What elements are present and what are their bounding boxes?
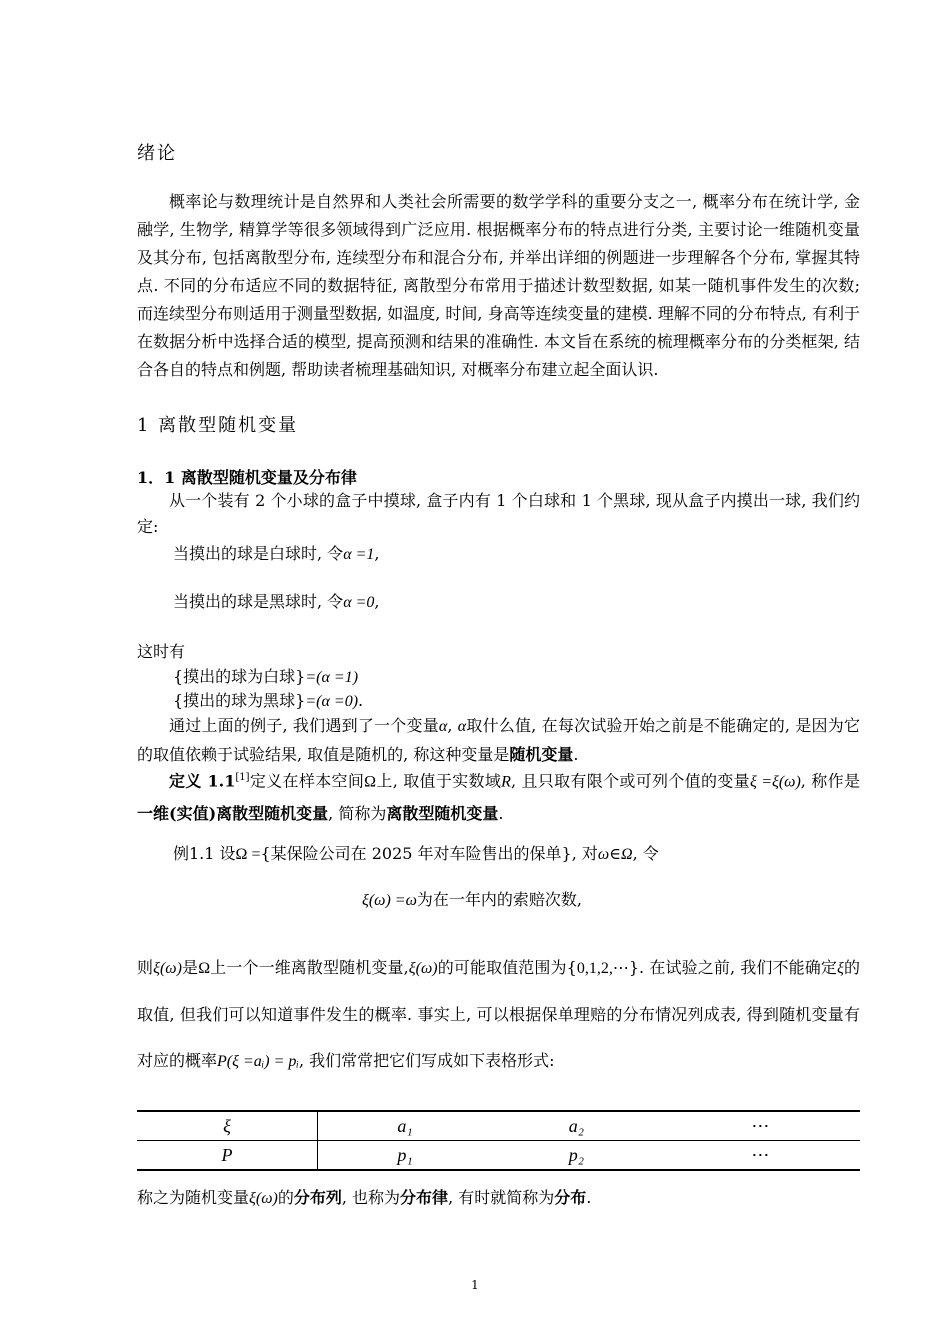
example-1-1: 例1.1 设Ω ={某保险公司在 2025 年对车险售出的保单}, 对ω∈Ω, 令 — [173, 844, 659, 863]
intro-paragraph: 概率论与数理统计是自然界和人类社会所需要的数学学科的重要分支之一, 概率分布在统计学, 金融学, 生物学, 精算学等很多领域得到广泛应用. 根据概率分布的特点进行分类, 主要讨论一维随机变量及其分布, 包括离散型分布, 连续型分布和混合分布, 并举出详细的例题进一步理解各个分布, 掌握其特点. 不同的分布适应不同的数据特征, 离散型分布常用于描述计数型数据, 如某一随机事件发生的次数; 而连续型分布则适用于测量型数据, 如温度, 时间, 身高等连续变量的建模. 理解不同的分布特点, 有利于在数据分析中选择合适的模型, 提高预测和结果的准确性. 本文旨在系统的梳理概率分布的分类框架, 结合各自的特点和例题, 帮助读者梳理基础知识, 对概率分布建立起全面认识. — [137, 192, 860, 379]
white-ball-case: 当摸出的球是白球时, 令α =1, — [173, 544, 380, 563]
table-cell: a₁ — [318, 1111, 492, 1141]
table-cell: ξ — [137, 1111, 318, 1141]
section-title: 1 离散型随机变量 — [137, 415, 299, 436]
claims-equation: ξ(ω) =ω为在一年内的索赔次数, — [362, 890, 583, 909]
reference-marker: [1] — [235, 772, 250, 783]
then-text: 这时有 — [137, 642, 186, 661]
event-white: {摸出的球为白球}=(α =1) — [173, 667, 359, 686]
probability-math: P(ξ =aᵢ) = pᵢ — [217, 1053, 299, 1070]
term-distribution-list: 分布列 — [293, 1188, 342, 1207]
table-cell: ⋯ — [661, 1111, 860, 1141]
table-cell: ⋯ — [661, 1141, 860, 1171]
table-row — [137, 1141, 860, 1171]
event-white-math: =(α =1) — [305, 669, 359, 686]
term-random-variable: 随机变量 — [509, 745, 574, 764]
term-distribution-law: 分布律 — [400, 1188, 449, 1207]
page-number: 1 — [471, 1278, 479, 1292]
subsection-title: 1．1 离散型随机变量及分布律 — [137, 468, 357, 487]
distribution-table — [137, 1110, 860, 1171]
term-discrete-rv: 离散型随机变量 — [386, 804, 499, 824]
paragraph-distribution: 则ξ(ω)是Ω上一个一维离散型随机变量,ξ(ω)的可能取值范围为{0,1,2,⋯}. 在试验之前, 我们不能确定ξ的取值, 但我们可以知道事件发生的概率. 事实上, 可以根据保单理赔的分布情况列成表, 得到随机变量有对应的概率P(ξ =aᵢ) = pᵢ, 我们常常把它们写成如下表格形式: — [137, 958, 860, 1070]
table-cell: a₂ — [492, 1111, 661, 1141]
distribution-names: 称之为随机变量ξ(ω)的分布列, 也称为分布律, 有时就简称为分布. — [137, 1188, 592, 1207]
paragraph-setup: 从一个装有 2 个小球的盒子中摸球, 盒子内有 1 个白球和 1 个黑球, 现从盒子内摸出一球, 我们约定: — [137, 491, 860, 536]
term-distribution: 分布 — [554, 1188, 587, 1207]
black-ball-case: 当摸出的球是黑球时, 令α =0, — [173, 592, 380, 611]
term-1d-discrete: 一维(实值)离散型随机变量 — [137, 804, 329, 824]
table-row — [137, 1111, 860, 1141]
table-cell: P — [137, 1141, 318, 1171]
definition-math: ξ =ξ(ω) — [750, 773, 801, 791]
event-black-math: =(α =0) — [305, 693, 359, 710]
intro-title: 绪论 — [137, 143, 177, 164]
table-cell: p₁ — [318, 1141, 492, 1171]
black-ball-math: α =0 — [343, 594, 375, 611]
paragraph-random-variable: 通过上面的例子, 我们遇到了一个变量α, α取什么值, 在每次试验开始之前是不能确定的, 是因为它的取值依赖于试验结果, 取值是随机的, 称这种变量是随机变量. — [137, 716, 860, 764]
table-cell: p₂ — [492, 1141, 661, 1171]
event-black: {摸出的球为黑球}=(α =0). — [173, 691, 364, 710]
definition-1-1: 定义 1.1[1]定义在样本空间Ω上, 取值于实数域R, 且只取有限个或可列个值的变量ξ =ξ(ω), 称作是一维(实值)离散型随机变量, 简称为离散型随机变量. — [137, 771, 860, 824]
definition-label: 定义 1.1 — [169, 771, 236, 791]
white-ball-math: α =1 — [343, 546, 375, 563]
